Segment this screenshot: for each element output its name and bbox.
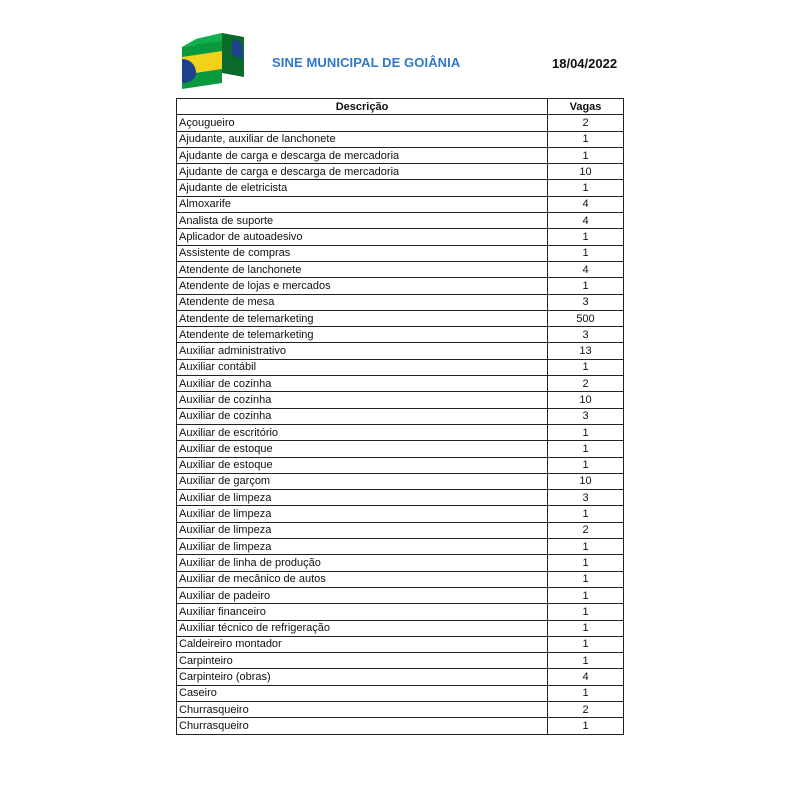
vacancies-count-cell: 1 xyxy=(548,424,624,440)
table-row xyxy=(177,408,624,424)
vacancies-count-cell: 1 xyxy=(548,636,624,652)
job-description-cell: Auxiliar de cozinha xyxy=(177,376,548,392)
table-row xyxy=(177,213,624,229)
vacancies-count-cell: 1 xyxy=(548,555,624,571)
job-description-cell: Carpinteiro (obras) xyxy=(177,669,548,685)
table-row xyxy=(177,571,624,587)
job-description-cell: Caseiro xyxy=(177,685,548,701)
job-description-cell: Atendente de telemarketing xyxy=(177,310,548,326)
job-description-cell: Churrasqueiro xyxy=(177,701,548,717)
table-row xyxy=(177,196,624,212)
brazil-flag-logo-icon xyxy=(182,33,244,89)
vacancies-count-cell: 1 xyxy=(548,131,624,147)
job-description-cell: Auxiliar de garçom xyxy=(177,473,548,489)
vacancies-count-cell: 4 xyxy=(548,196,624,212)
table-row xyxy=(177,359,624,375)
table-row xyxy=(177,115,624,131)
job-description-cell: Auxiliar contábil xyxy=(177,359,548,375)
vacancies-table xyxy=(176,98,624,735)
table-row xyxy=(177,473,624,489)
vacancies-count-cell: 1 xyxy=(548,441,624,457)
table-row xyxy=(177,424,624,440)
table-row xyxy=(177,555,624,571)
table-row xyxy=(177,441,624,457)
vacancies-count-cell: 3 xyxy=(548,327,624,343)
table-row xyxy=(177,669,624,685)
vacancies-count-cell: 1 xyxy=(548,147,624,163)
job-description-cell: Açougueiro xyxy=(177,115,548,131)
job-description-cell: Ajudante de carga e descarga de mercadoria xyxy=(177,147,548,163)
job-description-cell: Carpinteiro xyxy=(177,653,548,669)
job-description-cell: Auxiliar de cozinha xyxy=(177,408,548,424)
vacancies-count-cell: 1 xyxy=(548,278,624,294)
job-description-cell: Ajudante de carga e descarga de mercadoria xyxy=(177,164,548,180)
vacancies-count-cell: 10 xyxy=(548,164,624,180)
table-row xyxy=(177,685,624,701)
vacancies-count-cell: 3 xyxy=(548,490,624,506)
vacancies-count-cell: 2 xyxy=(548,376,624,392)
table-row xyxy=(177,522,624,538)
job-description-cell: Analista de suporte xyxy=(177,213,548,229)
job-description-cell: Auxiliar de limpeza xyxy=(177,506,548,522)
table-row xyxy=(177,539,624,555)
table-row xyxy=(177,278,624,294)
table-row xyxy=(177,245,624,261)
vacancies-count-cell: 1 xyxy=(548,229,624,245)
vacancies-count-cell: 2 xyxy=(548,522,624,538)
table-row xyxy=(177,457,624,473)
table-row xyxy=(177,587,624,603)
table-row xyxy=(177,229,624,245)
vacancies-count-cell: 3 xyxy=(548,294,624,310)
vacancies-count-cell: 1 xyxy=(548,620,624,636)
job-description-cell: Churrasqueiro xyxy=(177,718,548,734)
vacancies-count-cell: 1 xyxy=(548,571,624,587)
page-title: SINE MUNICIPAL DE GOIÂNIA xyxy=(272,55,461,70)
job-description-cell: Auxiliar de estoque xyxy=(177,457,548,473)
job-description-cell: Auxiliar de limpeza xyxy=(177,539,548,555)
table-row xyxy=(177,180,624,196)
table-body xyxy=(177,115,624,734)
vacancies-count-cell: 4 xyxy=(548,261,624,277)
vacancies-count-cell: 1 xyxy=(548,685,624,701)
vacancies-count-cell: 1 xyxy=(548,245,624,261)
job-description-cell: Atendente de mesa xyxy=(177,294,548,310)
job-description-cell: Aplicador de autoadesivo xyxy=(177,229,548,245)
vacancies-count-cell: 1 xyxy=(548,653,624,669)
vacancies-count-cell: 500 xyxy=(548,310,624,326)
table-row xyxy=(177,327,624,343)
table-row xyxy=(177,376,624,392)
table-row xyxy=(177,131,624,147)
table-row xyxy=(177,164,624,180)
table-row xyxy=(177,392,624,408)
job-description-cell: Auxiliar de mecânico de autos xyxy=(177,571,548,587)
job-description-cell: Auxiliar de linha de produção xyxy=(177,555,548,571)
column-header-description: Descrição xyxy=(177,99,548,115)
job-description-cell: Auxiliar técnico de refrigeração xyxy=(177,620,548,636)
vacancies-count-cell: 3 xyxy=(548,408,624,424)
job-description-cell: Atendente de lanchonete xyxy=(177,261,548,277)
job-description-cell: Atendente de telemarketing xyxy=(177,327,548,343)
vacancies-count-cell: 10 xyxy=(548,473,624,489)
vacancies-count-cell: 2 xyxy=(548,115,624,131)
table-row xyxy=(177,718,624,734)
vacancies-count-cell: 4 xyxy=(548,669,624,685)
job-description-cell: Atendente de lojas e mercados xyxy=(177,278,548,294)
column-header-vacancies: Vagas xyxy=(548,99,624,115)
vacancies-count-cell: 1 xyxy=(548,506,624,522)
table-row xyxy=(177,310,624,326)
table-row xyxy=(177,147,624,163)
job-description-cell: Auxiliar financeiro xyxy=(177,604,548,620)
job-description-cell: Auxiliar de cozinha xyxy=(177,392,548,408)
job-description-cell: Auxiliar de limpeza xyxy=(177,490,548,506)
vacancies-count-cell: 2 xyxy=(548,701,624,717)
table-row xyxy=(177,620,624,636)
job-description-cell: Auxiliar de limpeza xyxy=(177,522,548,538)
table-row xyxy=(177,294,624,310)
job-description-cell: Ajudante de eletricista xyxy=(177,180,548,196)
table-row xyxy=(177,701,624,717)
job-description-cell: Assistente de compras xyxy=(177,245,548,261)
table-row xyxy=(177,261,624,277)
vacancies-count-cell: 1 xyxy=(548,457,624,473)
vacancies-count-cell: 1 xyxy=(548,587,624,603)
job-description-cell: Ajudante, auxiliar de lanchonete xyxy=(177,131,548,147)
table-row xyxy=(177,653,624,669)
job-description-cell: Auxiliar de padeiro xyxy=(177,587,548,603)
job-description-cell: Auxiliar de escritório xyxy=(177,424,548,440)
job-description-cell: Auxiliar de estoque xyxy=(177,441,548,457)
job-description-cell: Auxiliar administrativo xyxy=(177,343,548,359)
job-description-cell: Caldeireiro montador xyxy=(177,636,548,652)
table-header-row xyxy=(177,99,624,115)
vacancies-count-cell: 1 xyxy=(548,539,624,555)
vacancies-count-cell: 1 xyxy=(548,718,624,734)
table-row xyxy=(177,506,624,522)
table-row xyxy=(177,636,624,652)
vacancies-count-cell: 10 xyxy=(548,392,624,408)
table-row xyxy=(177,604,624,620)
vacancies-count-cell: 1 xyxy=(548,359,624,375)
vacancies-count-cell: 1 xyxy=(548,180,624,196)
job-description-cell: Almoxarife xyxy=(177,196,548,212)
table-row xyxy=(177,490,624,506)
vacancies-count-cell: 4 xyxy=(548,213,624,229)
table-row xyxy=(177,343,624,359)
vacancies-count-cell: 13 xyxy=(548,343,624,359)
vacancies-count-cell: 1 xyxy=(548,604,624,620)
report-date: 18/04/2022 xyxy=(552,56,618,71)
